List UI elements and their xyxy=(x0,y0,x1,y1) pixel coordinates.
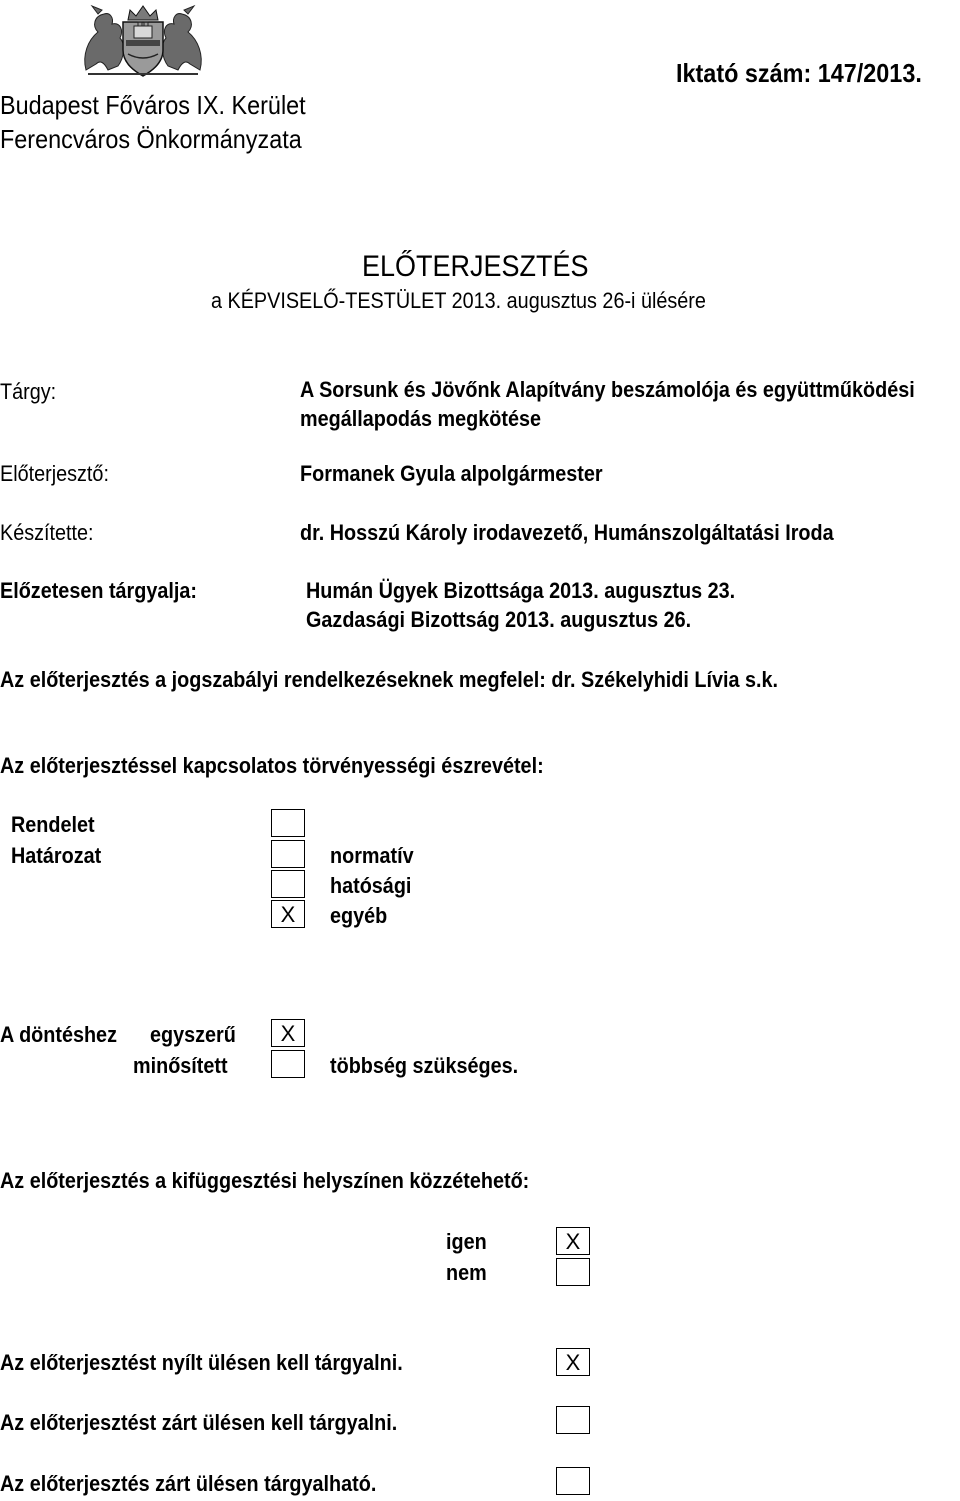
egyeb-label: egyéb xyxy=(330,903,388,928)
elozetes-label: Előzetesen tárgyalja: xyxy=(0,578,197,603)
coat-of-arms-logo xyxy=(78,0,208,80)
zart-ules-checkbox[interactable] xyxy=(556,1406,590,1434)
zart-ules-targyalhato-checkbox[interactable] xyxy=(556,1467,590,1495)
nem-label: nem xyxy=(446,1260,487,1285)
donteshez-label: A döntéshez xyxy=(0,1022,117,1047)
document-title: ELŐTERJESZTÉS xyxy=(362,250,589,283)
egyszeru-checkbox[interactable]: X xyxy=(271,1019,305,1047)
kifuggesztes-question: Az előterjesztés a kifüggesztési helyszínen közzétehető: xyxy=(0,1168,530,1193)
egyszeru-label: egyszerű xyxy=(150,1022,236,1047)
minositett-checkbox[interactable] xyxy=(271,1050,305,1078)
keszitette-value: dr. Hosszú Károly irodavezető, Humánszolgáltatási Iroda xyxy=(300,520,834,545)
normativ-label: normatív xyxy=(330,843,414,868)
tobbseg-label: többség szükséges. xyxy=(330,1053,519,1078)
hatosagi-checkbox[interactable] xyxy=(271,870,305,898)
rendelet-label: Rendelet xyxy=(11,812,95,837)
jogszabalyi-megfeleles: Az előterjesztés a jogszabályi rendelkezéseknek megfelel: dr. Székelyhidi Lívia s.k. xyxy=(0,667,779,692)
minositett-label: minősített xyxy=(133,1053,228,1078)
igen-checkbox[interactable]: X xyxy=(556,1227,590,1255)
hatarozat-label: Határozat xyxy=(11,843,102,868)
elozetes-line2: Gazdasági Bizottság 2013. augusztus 26. xyxy=(306,607,692,632)
targy-label: Tárgy: xyxy=(0,379,57,404)
document-subtitle: a KÉPVISELŐ-TESTÜLET 2013. augusztus 26-i ülésére xyxy=(211,288,706,313)
rendelet-checkbox[interactable] xyxy=(271,809,305,837)
egyeb-checkbox[interactable]: X xyxy=(271,900,305,928)
iktato-szam: Iktató szám: 147/2013. xyxy=(676,58,922,88)
igen-label: igen xyxy=(446,1229,487,1254)
torvenyessegi-eszrevetel: Az előterjesztéssel kapcsolatos törvényességi észrevétel: xyxy=(0,753,544,778)
nyilt-ules-label: Az előterjesztést nyílt ülésen kell tárgyalni. xyxy=(0,1350,403,1375)
org-name-line2: Ferencváros Önkormányzata xyxy=(0,124,302,154)
nyilt-ules-checkbox[interactable]: X xyxy=(556,1348,590,1376)
hatosagi-label: hatósági xyxy=(330,873,412,898)
zart-ules-targyalhato-label: Az előterjesztés zárt ülésen tárgyalható. xyxy=(0,1471,377,1496)
zart-ules-label: Az előterjesztést zárt ülésen kell tárgyalni. xyxy=(0,1410,398,1435)
normativ-checkbox[interactable] xyxy=(271,840,305,868)
targy-line2: megállapodás megkötése xyxy=(300,406,542,431)
targy-line1: A Sorsunk és Jövőnk Alapítvány beszámolója és együttműködési xyxy=(300,377,915,402)
org-name-line1: Budapest Főváros IX. Kerület xyxy=(0,90,306,120)
elozetes-line1: Humán Ügyek Bizottsága 2013. augusztus 23. xyxy=(306,578,736,603)
eloterjeszto-value: Formanek Gyula alpolgármester xyxy=(300,461,603,486)
keszitette-label: Készítette: xyxy=(0,520,94,545)
nem-checkbox[interactable] xyxy=(556,1258,590,1286)
eloterjeszto-label: Előterjesztő: xyxy=(0,461,109,486)
